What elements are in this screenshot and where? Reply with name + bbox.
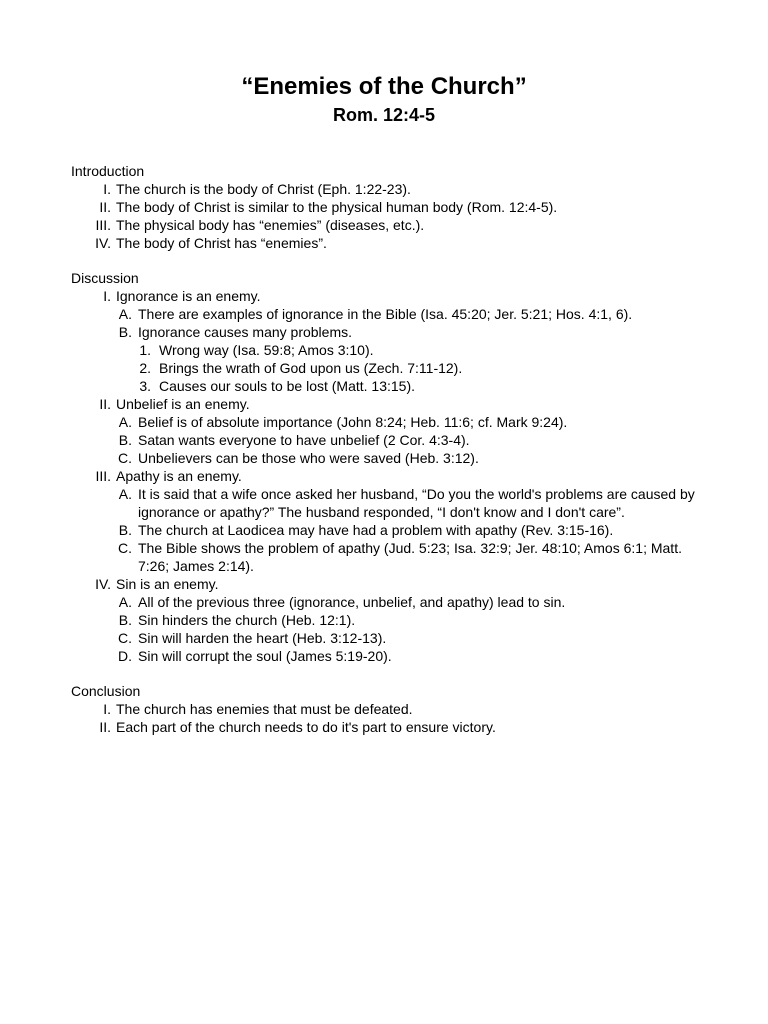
outline-text: Ignorance causes many problems. xyxy=(138,324,352,340)
outline-marker: III. xyxy=(95,217,111,233)
outline-text: The body of Christ is similar to the physical human body (Rom. 12:4-5). xyxy=(116,199,558,215)
outline-text: Sin is an enemy. xyxy=(116,576,219,592)
discussion-heading: Discussion xyxy=(71,270,139,286)
introduction-section xyxy=(71,162,711,252)
outline-marker: II. xyxy=(99,199,111,215)
outline-marker: IV. xyxy=(95,235,111,251)
discussion-point xyxy=(71,287,711,305)
intro-point xyxy=(71,216,711,234)
outline-text: Unbelief is an enemy. xyxy=(116,396,250,412)
numbered-item xyxy=(71,359,711,377)
outline-marker: A. xyxy=(118,594,132,610)
outline-text: Apathy is an enemy. xyxy=(116,468,242,484)
outline-marker: 1. xyxy=(139,342,151,358)
outline-marker: B. xyxy=(118,612,132,628)
outline-text: Belief is of absolute importance (John 8:24; Heb. 11:6; cf. Mark 9:24). xyxy=(138,414,568,430)
outline-marker: A. xyxy=(118,306,132,322)
outline-text: There are examples of ignorance in the Bible (Isa. 45:20; Jer. 5:21; Hos. 4:1, 6). xyxy=(138,306,633,322)
outline-text: Satan wants everyone to have unbelief (2 Cor. 4:3-4). xyxy=(138,432,470,448)
outline-marker: B. xyxy=(118,432,132,448)
outline-marker: I. xyxy=(103,288,111,304)
outline-text: Ignorance is an enemy. xyxy=(116,288,261,304)
intro-point xyxy=(71,180,711,198)
sermon-title: “Enemies of the Church” xyxy=(241,73,527,100)
conclusion-section xyxy=(71,682,711,736)
sub-point xyxy=(71,485,711,521)
outline-marker: 3. xyxy=(139,378,151,394)
intro-point xyxy=(71,234,711,252)
conclusion-point xyxy=(71,718,711,736)
sub-point xyxy=(71,305,711,323)
numbered-item xyxy=(71,377,711,395)
outline-text: Unbelievers can be those who were saved (Heb. 3:12). xyxy=(138,450,479,466)
outline-marker: III. xyxy=(95,468,111,484)
discussion-section xyxy=(71,269,711,665)
outline-text: The church is the body of Christ (Eph. 1:22-23). xyxy=(116,181,411,197)
sub-point xyxy=(71,323,711,341)
outline-text: Sin hinders the church (Heb. 12:1). xyxy=(138,612,356,628)
outline-text: Wrong way (Isa. 59:8; Amos 3:10). xyxy=(159,342,374,358)
outline-marker: I. xyxy=(103,181,111,197)
outline-text: The church at Laodicea may have had a problem with apathy (Rev. 3:15-16). xyxy=(138,522,614,538)
sub-point xyxy=(71,431,711,449)
outline-text: The Bible shows the problem of apathy (Jud. 5:23; Isa. 32:9; Jer. 48:10; Amos 6:1; Matt. 7:26; James 2:14). xyxy=(138,540,682,574)
sub-point xyxy=(71,593,711,611)
sub-point xyxy=(71,539,711,575)
outline-text: It is said that a wife once asked her husband, “Do you the world's problems are caused by ignorance or apathy?” The husband responded, “I don't know and I don't care”. xyxy=(138,486,695,520)
outline-text: Causes our souls to be lost (Matt. 13:15). xyxy=(159,378,416,394)
sub-point xyxy=(71,611,711,629)
numbered-item xyxy=(71,341,711,359)
intro-point xyxy=(71,198,711,216)
discussion-point xyxy=(71,575,711,593)
outline-marker: II. xyxy=(99,396,111,412)
outline-text: All of the previous three (ignorance, unbelief, and apathy) lead to sin. xyxy=(138,594,566,610)
outline-marker: II. xyxy=(99,719,111,735)
conclusion-point xyxy=(71,700,711,718)
discussion-point xyxy=(71,467,711,485)
outline-text: The body of Christ has “enemies”. xyxy=(116,235,327,251)
sub-point xyxy=(71,647,711,665)
scripture-reference: Rom. 12:4-5 xyxy=(332,105,436,125)
sub-point xyxy=(71,449,711,467)
outline-marker: I. xyxy=(103,701,111,717)
outline-marker: C. xyxy=(118,450,132,466)
outline-text: Brings the wrath of God upon us (Zech. 7:11-12). xyxy=(159,360,463,376)
sub-point xyxy=(71,413,711,431)
outline-text: Each part of the church needs to do it's part to ensure victory. xyxy=(116,719,496,735)
outline-text: The church has enemies that must be defeated. xyxy=(116,701,413,717)
outline-marker: D. xyxy=(118,648,132,664)
outline-text: The physical body has “enemies” (diseases, etc.). xyxy=(116,217,425,233)
outline-marker: B. xyxy=(118,324,132,340)
outline-marker: A. xyxy=(118,486,132,502)
discussion-point xyxy=(71,395,711,413)
conclusion-heading: Conclusion xyxy=(71,683,141,699)
sub-point xyxy=(71,629,711,647)
outline-text: Sin will harden the heart (Heb. 3:12-13). xyxy=(138,630,387,646)
outline-marker: 2. xyxy=(139,360,151,376)
outline-marker: IV. xyxy=(95,576,111,592)
outline-body xyxy=(71,162,711,753)
outline-text: Sin will corrupt the soul (James 5:19-20). xyxy=(138,648,392,664)
introduction-heading: Introduction xyxy=(71,163,145,179)
sub-point xyxy=(71,521,711,539)
outline-marker: C. xyxy=(118,540,132,556)
outline-marker: A. xyxy=(118,414,132,430)
outline-marker: C. xyxy=(118,630,132,646)
outline-marker: B. xyxy=(118,522,132,538)
